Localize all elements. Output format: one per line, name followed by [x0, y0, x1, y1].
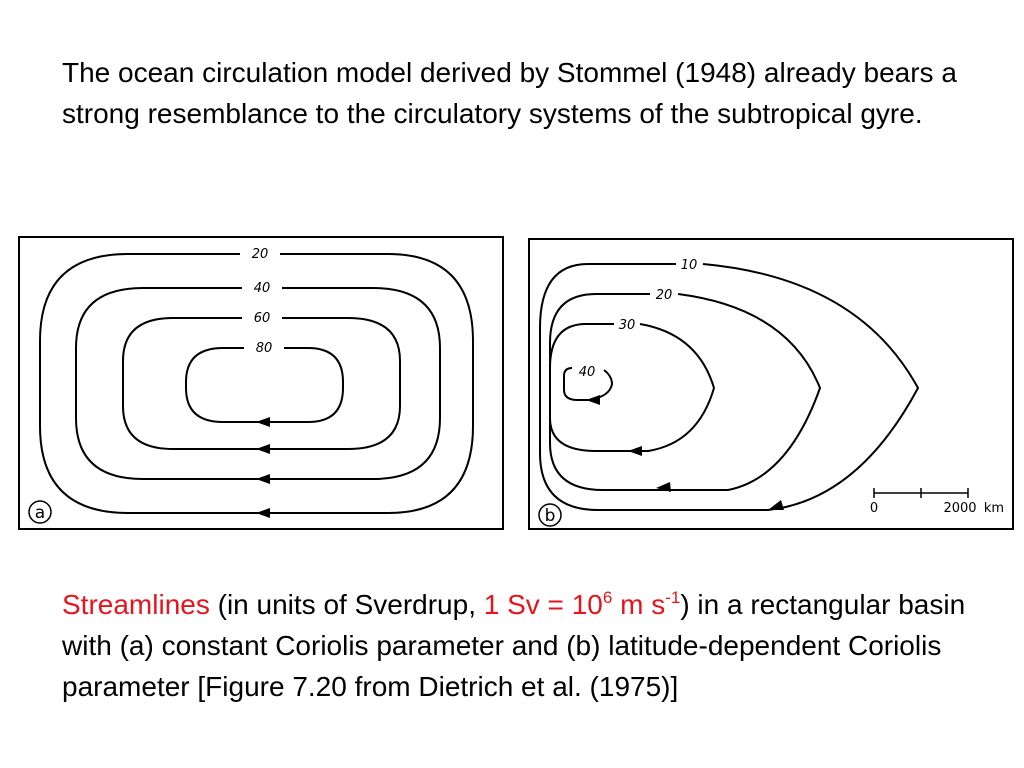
panel-a-contour-label-20: 20 [251, 247, 269, 262]
panel-a-label: a [34, 503, 46, 523]
caption-sverdrup-definition [484, 589, 681, 620]
panel-b-streamline-30 [550, 324, 714, 451]
panel-b-contour-label-40: 40 [578, 365, 596, 380]
panel-a-contour-label-60: 60 [253, 311, 271, 326]
panel-b-diagram [528, 238, 1016, 534]
panel-b-label: b [544, 506, 556, 526]
panel-b-scale-end: 2000 [943, 501, 977, 516]
panel-b-scale-unit: km [983, 501, 1005, 516]
panel-a-streamline-60 [123, 318, 400, 449]
panel-b-scale-bar [874, 488, 968, 498]
caption-term: Streamlines [62, 589, 210, 620]
panel-b-contour-label-10: 10 [680, 258, 698, 273]
panel-a-arrow-80 [256, 417, 270, 427]
panel-a-contour-label-80: 80 [255, 341, 273, 356]
caption-sv-mid: m s [612, 589, 666, 620]
figure-caption [62, 584, 982, 707]
caption-part1: (in units of Sverdrup, [209, 589, 484, 620]
panel-b-arrow-40 [586, 395, 600, 405]
panel-a-diagram [18, 236, 506, 532]
panel-a-arrow-20 [256, 508, 270, 518]
intro-text: The ocean circulation model derived by Stommel (1948) already bears a strong resemblance to the circulatory systems of the subtropical gyre. [62, 57, 957, 129]
panel-a-contour-label-40: 40 [253, 281, 271, 296]
caption-sv-base: 1 Sv = 10 [483, 589, 603, 620]
panel-b-streamline-10 [540, 264, 918, 510]
panel-a-arrow-40 [256, 474, 270, 484]
panel-b-scale-zero: 0 [869, 501, 879, 516]
caption-sv-exp2: -1 [665, 588, 681, 607]
panel-b-contour-label-30: 30 [618, 318, 636, 333]
caption-sv-exp1: 6 [602, 588, 613, 607]
panel-a-arrow-60 [256, 444, 270, 454]
panel-b-arrow-30 [628, 446, 642, 456]
panel-b-contour-label-20: 20 [655, 288, 673, 303]
panel-a-streamline-80 [186, 348, 343, 422]
caption-part2: ) in a rectangular basin with (a) constant Coriolis parameter and (b) latitude-dependent Coriolis parameter [Figure 7.20 from Dietrich et al. (1975)] [62, 589, 966, 702]
panel-b-arrow-10 [768, 500, 784, 510]
panel-b-frame [529, 239, 1013, 529]
